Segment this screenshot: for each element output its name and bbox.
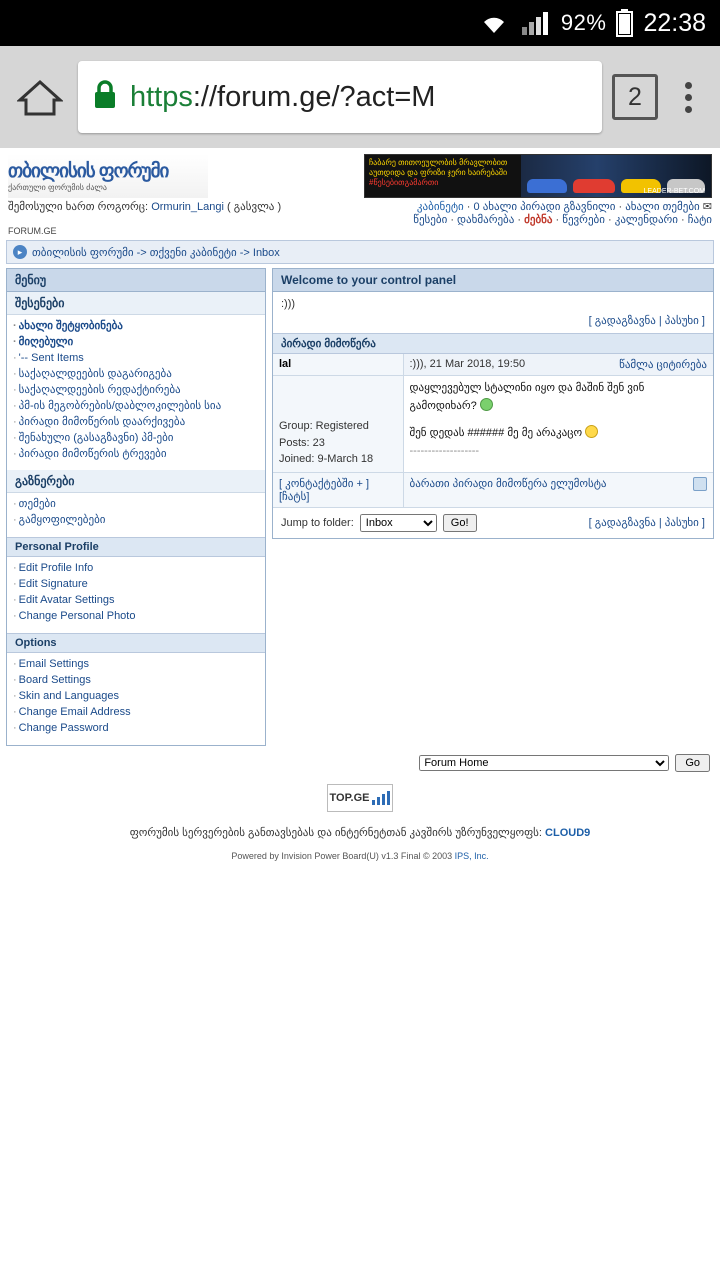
browser-toolbar: [0, 46, 720, 148]
nav-sep-2: ·: [618, 201, 623, 213]
message-body-row: [273, 376, 713, 473]
forum-arrow-icon: ▸: [13, 245, 27, 259]
sidebar-item-edit-signature[interactable]: · Edit Signature: [13, 578, 88, 591]
welcome-row: [0, 198, 720, 226]
contact-row: [273, 472, 713, 507]
user-nav: [413, 200, 712, 226]
sidebar-item-inbox[interactable]: · მიღებული: [13, 335, 74, 348]
author-posts: Posts: 23: [279, 436, 325, 449]
sidebar-item-board-settings[interactable]: · Board Settings: [13, 674, 91, 686]
sidebar-item-label[interactable]: Change Personal Photo: [18, 610, 136, 623]
user-nav-row2: წესები · დახმარება · ძებნა · წევრები · კალენდარი · ჩატი: [413, 214, 712, 226]
wifi-icon: [477, 10, 511, 36]
contact-center-links[interactable]: ბარათი პირადი მიმოწერა ელუმოსტა: [409, 477, 607, 490]
nav-chat[interactable]: ჩატი: [687, 214, 712, 226]
sidebar-section-title-1: გაზნერები: [7, 470, 265, 493]
ad-banner[interactable]: [364, 154, 712, 198]
message-table: [273, 354, 713, 508]
main-panel-title: Welcome to your control panel: [273, 269, 713, 292]
overflow-menu-icon[interactable]: [668, 82, 708, 113]
message-date-cell: [403, 354, 713, 376]
author-meta: [273, 376, 403, 473]
topge-bars-icon: [372, 791, 390, 805]
user-nav-row1: [413, 200, 712, 213]
nav-members[interactable]: წევრები: [562, 214, 605, 226]
author-name: lal: [279, 358, 292, 370]
url-scheme: https: [130, 80, 193, 113]
sidebar-item-edit-avatar[interactable]: · Edit Avatar Settings: [13, 594, 115, 607]
sidebar-item-topics[interactable]: · თემები: [13, 498, 56, 511]
pm-actions-bottom-link[interactable]: [ გადაგზავნა | პასუხი ]: [588, 517, 705, 529]
sidebar-item-label[interactable]: Edit Avatar Settings: [18, 594, 115, 607]
sidebar-item-subscriptions[interactable]: · გამყოფილებები: [13, 514, 106, 527]
message-author: [273, 354, 403, 376]
url-rest: ://forum.ge/?act=M: [192, 80, 436, 113]
smiley-green-icon: [480, 398, 493, 411]
contact-actions-cell: [403, 472, 713, 507]
sidebar-item-sent[interactable]: · '-- Sent Items: [13, 351, 84, 364]
message-separator: -------------------: [409, 444, 480, 457]
ad-line3: #წესებითგამართი: [369, 178, 439, 187]
tab-count-button[interactable]: 2: [612, 74, 658, 120]
main-panel: [272, 268, 714, 539]
ad-line1: ჩაბარე თითოეულობის მრავლობით: [369, 158, 508, 167]
welcome-logout[interactable]: ( გასვლა ): [227, 201, 282, 213]
sidebar-section-title-2: Personal Profile: [7, 537, 265, 557]
battery-percent: 92%: [560, 10, 607, 35]
lock-icon: [92, 80, 118, 115]
topge-counter[interactable]: [327, 784, 393, 812]
contact-links-cell: [273, 472, 403, 507]
contact-add-link[interactable]: [ კონტაქტებში + ]: [279, 477, 369, 490]
logo-line1: თბილისის ფორუმი: [8, 161, 169, 182]
nav-new-pm[interactable]: 0 ახალი პირადი გზავნილი: [473, 201, 616, 213]
nav-kabineti[interactable]: კაბინეტი: [416, 201, 464, 213]
sidebar-item-change-photo[interactable]: · Change Personal Photo: [13, 610, 136, 623]
nav-help[interactable]: დახმარება: [457, 214, 515, 226]
welcome-text: [8, 200, 281, 226]
sidebar-item-pm-tracker[interactable]: · პირადი მიმოწერის ტრევები: [13, 447, 167, 460]
sidebar-item-label[interactable]: Change Email Address: [18, 705, 131, 718]
sidebar-item-folder-edit[interactable]: · საქაღალდეების რედაქტირება: [13, 383, 181, 396]
sidebar-item-skin-languages[interactable]: · Skin and Languages: [13, 689, 119, 702]
jump-go-button[interactable]: Go!: [443, 514, 477, 532]
author-joined: Joined: 9-March 18: [279, 453, 374, 465]
site-logo[interactable]: [8, 154, 208, 198]
home-icon[interactable]: [12, 69, 68, 125]
logo-line2: ქართული ფორუმის ძალა: [8, 183, 107, 192]
nav-calendar[interactable]: კალენდარი: [614, 214, 678, 226]
footer-notice: [0, 826, 720, 839]
battery-icon: [616, 9, 633, 37]
sidebar-item-label[interactable]: გამყოფილებები: [18, 514, 106, 527]
pm-actions-top[interactable]: [273, 312, 713, 333]
pm-actions-top-link[interactable]: [ გადაგზავნა | პასუხი ]: [588, 315, 705, 327]
site-name: FORUM.GE: [8, 226, 57, 236]
sidebar-item-label[interactable]: პმ-ის მეგობრების/დაბლოკილების სია: [18, 399, 222, 412]
forum-jump: [0, 746, 720, 772]
url-text: [130, 81, 435, 114]
message-date: :))), 21 Mar 2018, 19:50: [409, 358, 526, 370]
footer-notice-text: ფორუმის სერვერების განთავსებას და ინტერნეტთან კავშირს უზრუნველყოფს:: [129, 826, 542, 839]
sidebar-item-label[interactable]: მიღებული: [18, 335, 74, 348]
pm-greeting: :))): [281, 298, 296, 310]
sidebar-item-label[interactable]: პირადი მიმოწერის ტრევები: [18, 447, 167, 460]
sidebar-item-label[interactable]: Board Settings: [18, 674, 91, 686]
sidebar-item-edit-profile[interactable]: · Edit Profile Info: [13, 562, 94, 575]
jump-label: Jump to folder:: [281, 516, 354, 529]
contact-chat-link[interactable]: [ჩატს]: [279, 490, 310, 503]
sidebar: [6, 268, 266, 746]
forum-jump-select[interactable]: [419, 755, 669, 771]
sidebar-item-label[interactable]: საქაღალდეების რედაქტირება: [18, 383, 181, 396]
nav-new-topics[interactable]: ახალი თემები: [625, 201, 700, 213]
report-icon[interactable]: [693, 477, 707, 491]
address-bar[interactable]: [78, 61, 602, 133]
sidebar-item-pm-buddy-list[interactable]: · პმ-ის მეგობრების/დაბლოკილების სია: [13, 399, 222, 412]
sidebar-item-folder-manage[interactable]: · საქაღალდეების დაგარიგება: [13, 367, 172, 380]
welcome-prefix: შემოსული ხართ როგორც:: [8, 201, 149, 213]
message-header-row: [273, 354, 713, 376]
message-line-1: [410, 380, 708, 415]
masthead: [0, 148, 720, 198]
breadcrumb: [6, 240, 714, 264]
sidebar-item-change-password[interactable]: · Change Password: [13, 721, 109, 734]
jump-to-folder-row: [273, 508, 713, 538]
sidebar-item-label[interactable]: Email Settings: [18, 658, 89, 671]
breadcrumb-text[interactable]: თბილისის ფორუმი -> თქვენი კაბინეტი -> Inbox: [32, 246, 280, 259]
sidebar-section-3: [7, 653, 265, 745]
sidebar-section-2: [7, 557, 265, 633]
sidebar-item-label[interactable]: '-- Sent Items: [18, 351, 84, 364]
sidebar-section-title-0: შესენები: [7, 292, 265, 315]
ad-line2: აუთდიდა და ფრიზი ჯერი ხაირებაში: [369, 168, 508, 177]
sidebar-item-label[interactable]: თემები: [18, 498, 56, 511]
nav-sep-1: ·: [466, 201, 471, 213]
sidebar-item-label[interactable]: Edit Profile Info: [18, 562, 94, 575]
message-line-2: [410, 425, 708, 443]
welcome-username[interactable]: Ormurin_Langi: [151, 201, 224, 213]
status-clock: 22:38: [643, 8, 706, 37]
sidebar-item-email-settings[interactable]: · Email Settings: [13, 658, 89, 671]
forum-jump-go-button[interactable]: Go: [675, 754, 710, 772]
topge-label: TOP.GE: [329, 791, 370, 804]
status-bar: [0, 0, 720, 46]
message-body: [403, 376, 713, 473]
smiley-yellow-icon: [585, 425, 598, 438]
mail-icon: ✉: [702, 201, 712, 213]
sidebar-item-label[interactable]: Skin and Languages: [18, 689, 119, 702]
sidebar-item-pm-archive[interactable]: · პირადი მიმოწერის დაარქივება: [13, 415, 186, 428]
message-actions[interactable]: წამლა ციტირება: [619, 359, 707, 371]
sidebar-item-label[interactable]: Change Password: [18, 721, 109, 734]
sidebar-item-label[interactable]: საქაღალდეების დაგარიგება: [18, 367, 172, 380]
message-text-2: შენ დედას ###### მე მე არაკაცო: [409, 427, 583, 440]
pm-actions-bottom[interactable]: [589, 516, 705, 529]
footer-sponsor-link[interactable]: CLOUD9: [545, 826, 591, 839]
signal-icon: [521, 10, 551, 36]
footer-copyright: [0, 851, 720, 861]
sidebar-item-label[interactable]: Edit Signature: [18, 578, 88, 591]
sidebar-item-new-message[interactable]: · ახალი შეტყობინება: [13, 320, 123, 332]
jump-folder-select[interactable]: [360, 514, 437, 532]
pm-section-title: პირადი მიმოწერა: [273, 333, 713, 354]
sidebar-item-saved-pm[interactable]: · შენახული (გასაგზავნი) პმ-ები: [13, 431, 174, 444]
sidebar-section-1: [7, 493, 265, 537]
copyright-text: Powered by Invision Power Board(U) v1.3 Final © 2003: [231, 850, 453, 861]
ad-text: [369, 158, 507, 188]
sidebar-section-0: [7, 315, 265, 470]
nav-search[interactable]: ძებნა: [524, 214, 553, 226]
copyright-link[interactable]: IPS, Inc.: [454, 850, 489, 861]
page-content: [0, 148, 720, 861]
sidebar-item-label[interactable]: პირადი მიმოწერის დაარქივება: [18, 415, 186, 428]
ad-brand: LEADER-BET.COM: [643, 188, 705, 195]
author-group: Group: Registered: [279, 420, 369, 432]
nav-rules[interactable]: წესები: [413, 214, 448, 226]
message-text-1: დაყლევებულ სტალინი იყო და მაშინ შენ ვინ გამოდიხარ?: [409, 382, 645, 412]
sidebar-title: მენიუ: [7, 269, 265, 292]
main-layout: [0, 264, 720, 746]
sidebar-item-change-email[interactable]: · Change Email Address: [13, 705, 131, 718]
sidebar-item-label[interactable]: ახალი შეტყობინება: [18, 320, 123, 332]
sidebar-item-label[interactable]: შენახული (გასაგზავნი) პმ-ები: [18, 431, 174, 444]
sidebar-section-title-3: Options: [7, 633, 265, 653]
